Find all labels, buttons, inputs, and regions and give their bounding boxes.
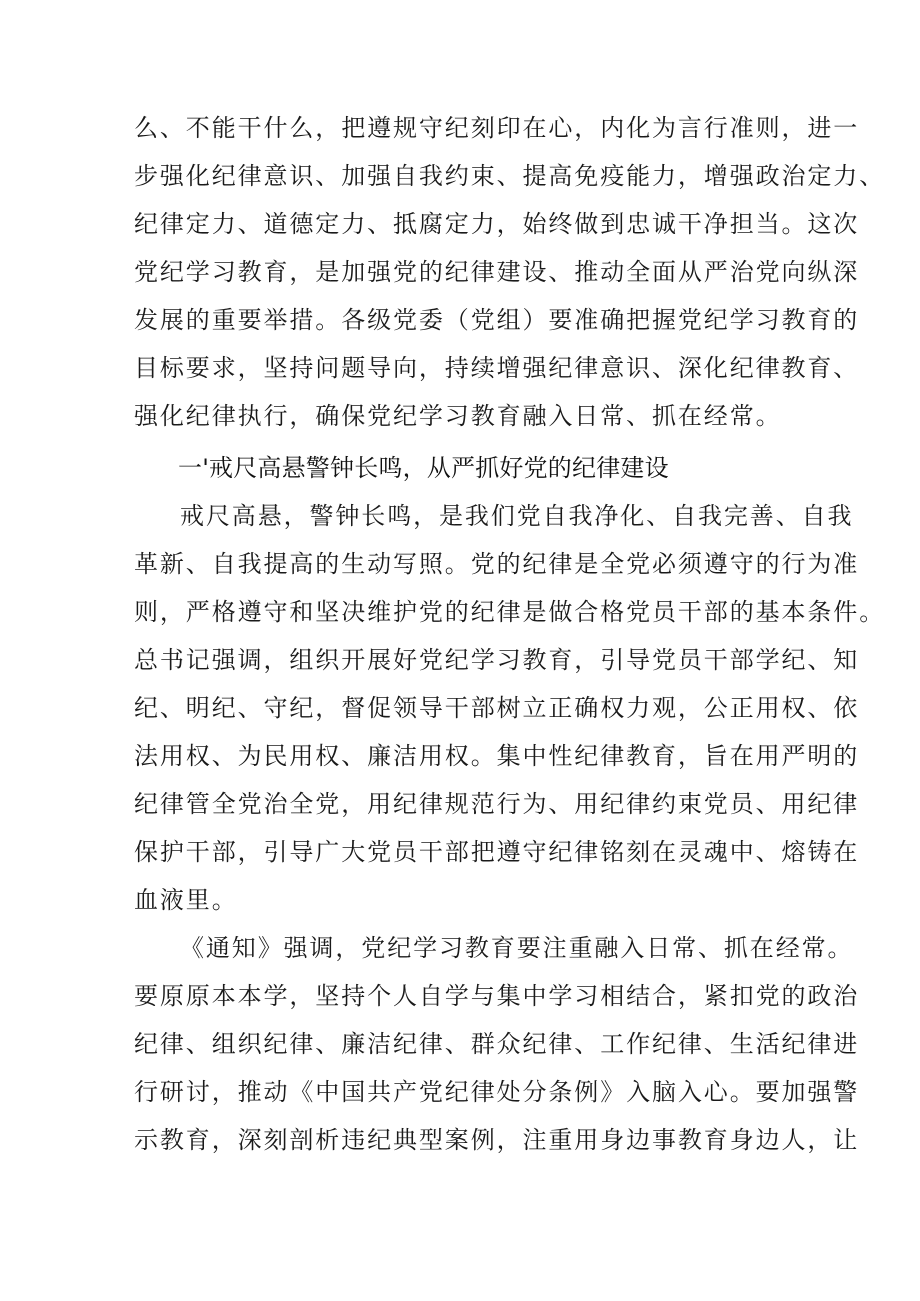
text-line: 戒尺高悬，警钟长鸣，是我们党自我净化、自我完善、自我 <box>180 502 854 530</box>
text-line: 革新、自我提高的生动写照。党的纪律是全党必须遵守的行为准 <box>134 550 860 578</box>
text-line: 么、不能干什么，把遵规守纪刻印在心，内化为言行准则，进一 <box>134 114 860 142</box>
text-line: 行研讨，推动《中国共产党纪律处分条例》入脑入心。要加强警 <box>134 1078 860 1106</box>
text-line: 目标要求，坚持问题导向，持续增强纪律意识、深化纪律教育、 <box>134 354 860 382</box>
text-line: 纪律管全党治全党，用纪律规范行为、用纪律约束党员、用纪律 <box>134 790 860 818</box>
text-line: 法用权、为民用权、廉洁用权。集中性纪律教育，旨在用严明的 <box>134 742 860 770</box>
text-line: 纪律定力、道德定力、抵腐定力，始终做到忠诚干净担当。这次 <box>134 210 860 238</box>
text-line: 要原原本本学，坚持个人自学与集中学习相结合，紧扣党的政治 <box>134 982 860 1010</box>
section-heading: 一'戒尺高悬警钟长鸣，从严抓好党的纪律建设 <box>178 454 669 482</box>
text-line: 纪、明纪、守纪，督促领导干部树立正确权力观，公正用权、依 <box>134 694 860 722</box>
text-line: 《通知》强调，党纪学习教育要注重融入日常、抓在经常。 <box>180 934 854 962</box>
text-line: 总书记强调，组织开展好党纪学习教育，引导党员干部学纪、知 <box>134 646 860 674</box>
text-line: 党纪学习教育，是加强党的纪律建设、推动全面从严治党向纵深 <box>134 258 860 286</box>
text-line: 纪律、组织纪律、廉洁纪律、群众纪律、工作纪律、生活纪律进 <box>134 1030 860 1058</box>
text-line: 发展的重要举措。各级党委（党组）要准确把握党纪学习教育的 <box>134 306 860 334</box>
text-line: 示教育，深刻剖析违纪典型案例，注重用身边事教育身边人，让 <box>134 1126 860 1154</box>
text-line: 血液里。 <box>134 886 238 914</box>
text-line: 则，严格遵守和坚决维护党的纪律是做合格党员干部的基本条件。 <box>134 598 886 626</box>
text-line: 保护干部，引导广大党员干部把遵守纪律铭刻在灵魂中、熔铸在 <box>134 838 860 866</box>
text-line: 步强化纪律意识、加强自我约束、提高免疫能力，增强政治定力、 <box>134 162 886 190</box>
text-line: 强化纪律执行，确保党纪学习教育融入日常、抓在经常。 <box>134 402 782 430</box>
